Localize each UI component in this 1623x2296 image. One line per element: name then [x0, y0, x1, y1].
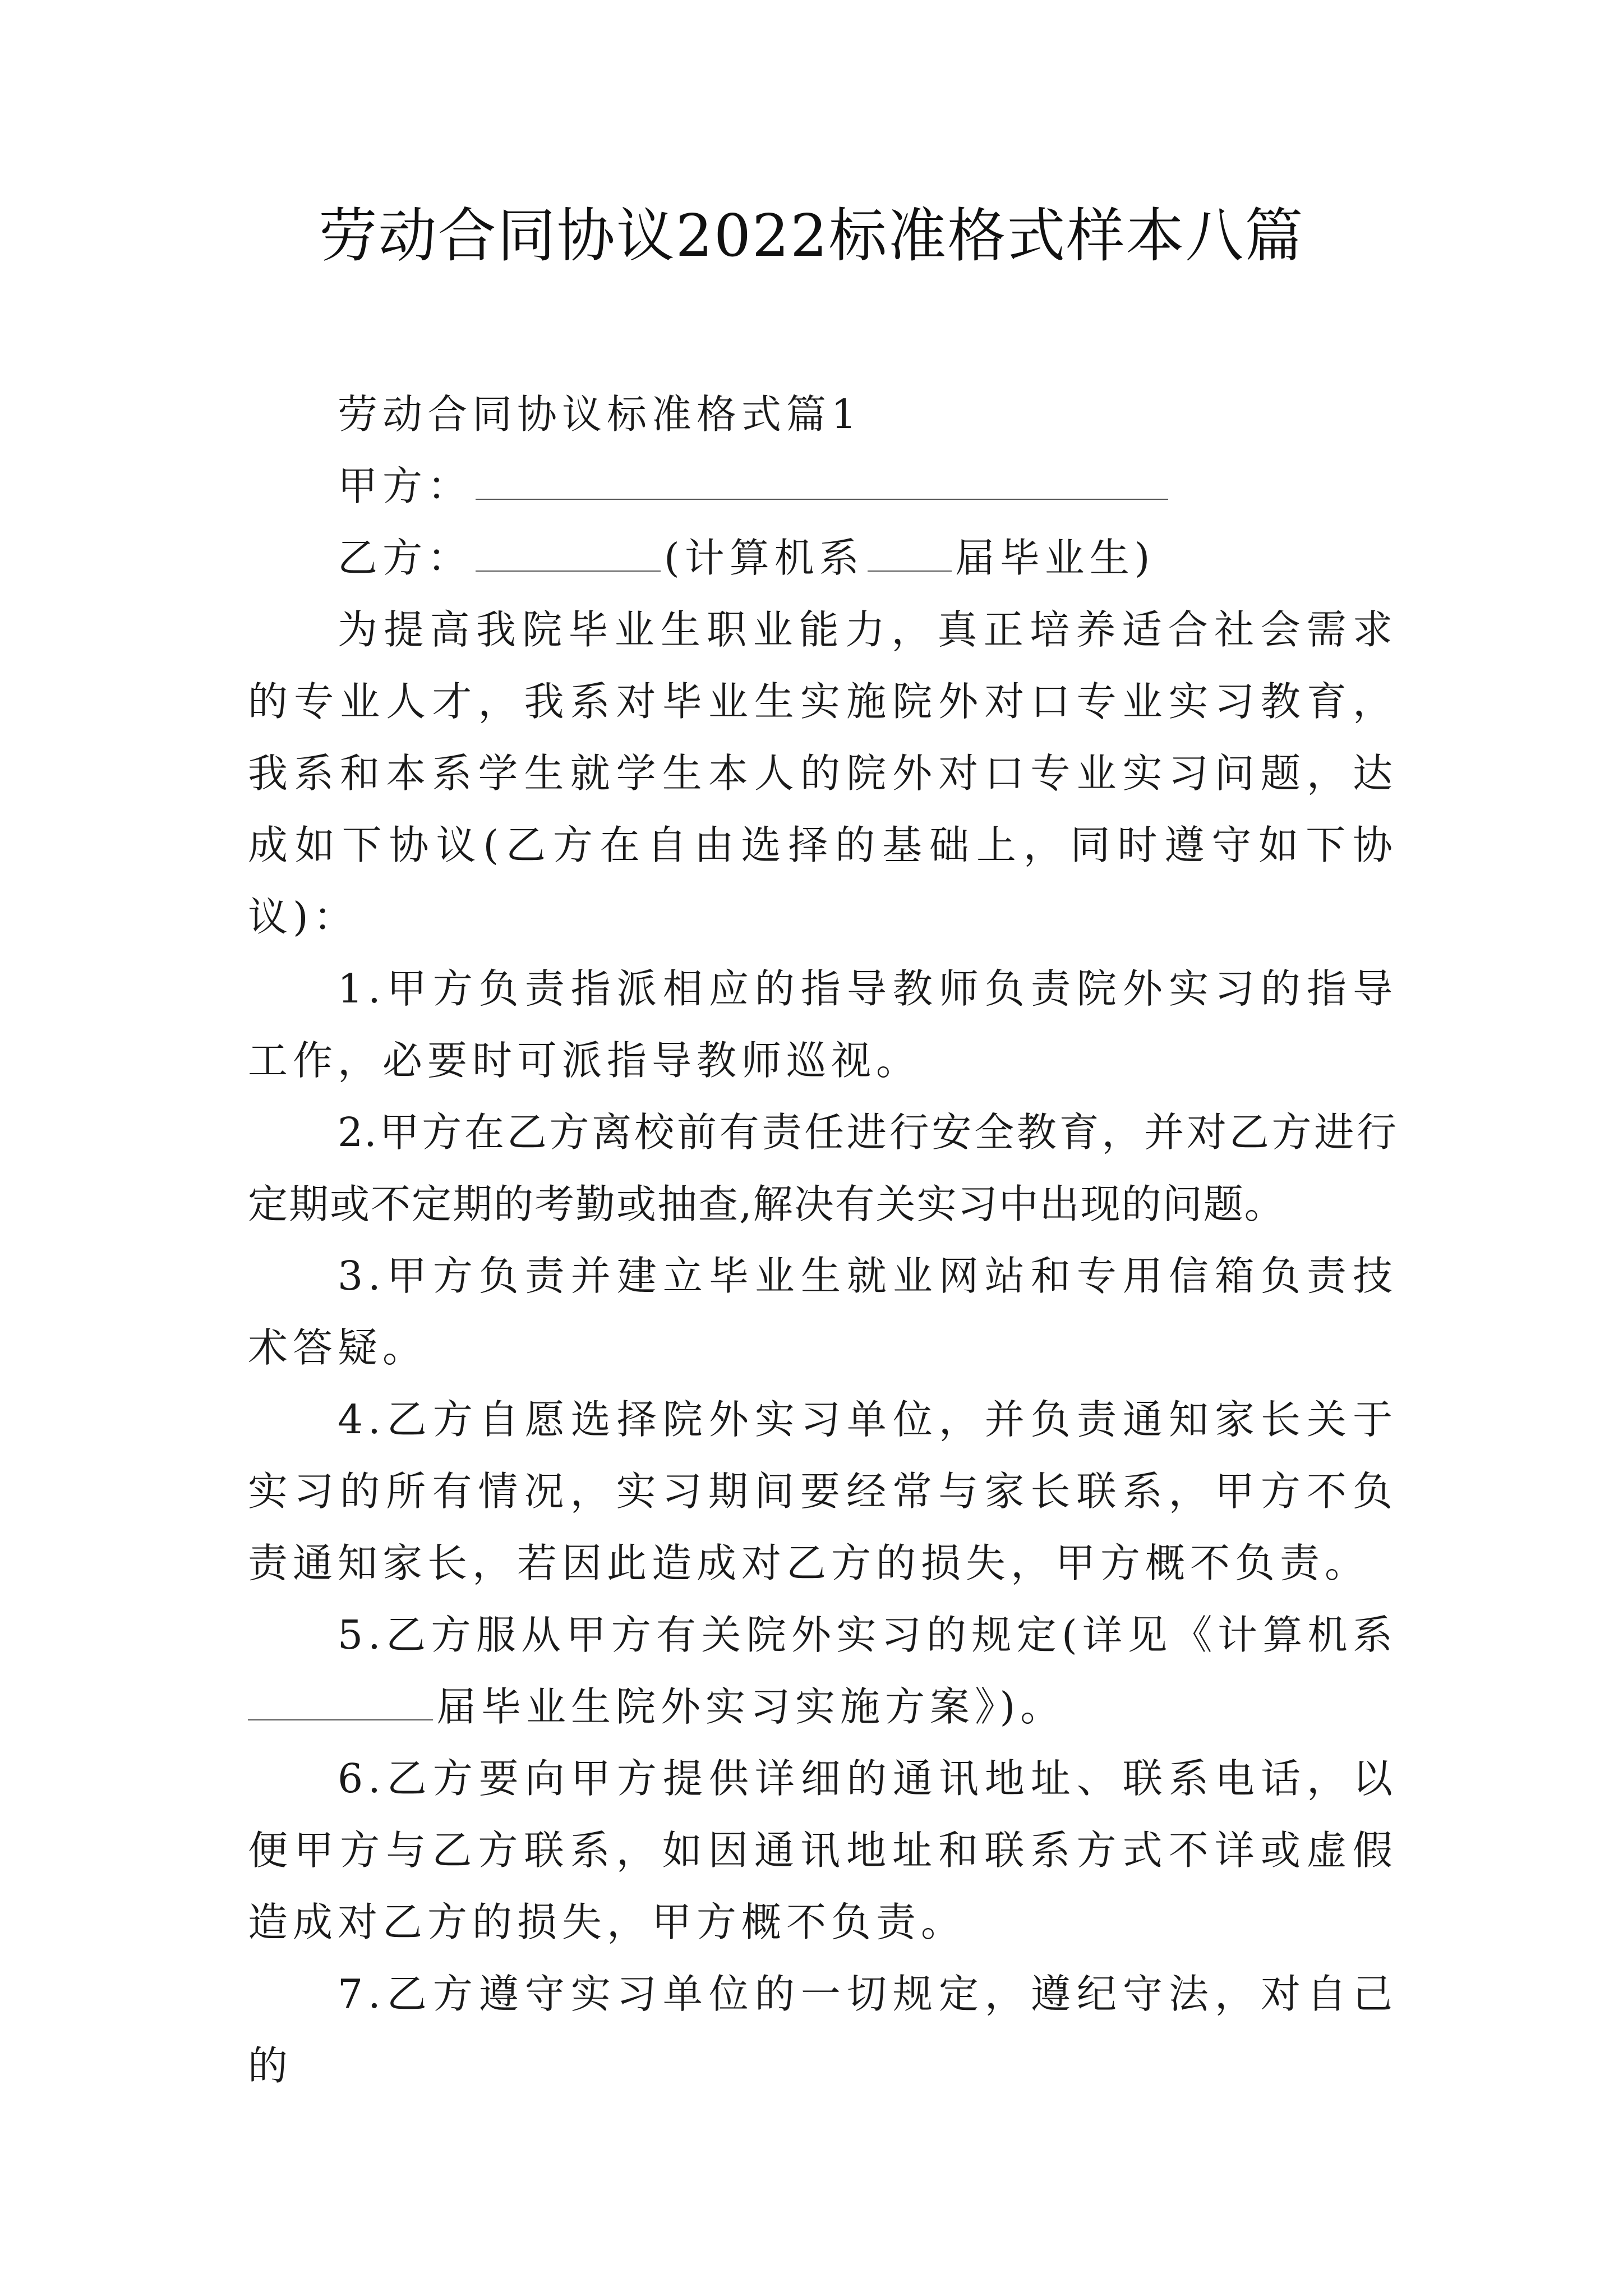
clause-5-text-b: 届毕业生院外实习实施方案》)。: [436, 1683, 1066, 1730]
section-heading-text: 劳动合同协议标准格式篇1: [338, 391, 862, 438]
clause-6: 6.乙方要向甲方提供详细的通讯地址、联系电话，以便甲方与乙方联系，如因通讯地址和联系方式不详或虚假造成对乙方的损失，甲方概不负责。: [248, 1755, 1398, 1945]
party-a-line: [248, 450, 1398, 522]
clause-7: 7.乙方遵守实习单位的一切规定，遵纪守法，对自己的: [248, 1971, 1398, 2089]
clause-1: 1.甲方负责指派相应的指导教师负责院外实习的指导工作，必要时可派指导教师巡视。: [248, 965, 1398, 1084]
clause-5: [248, 1599, 1398, 1743]
clause-5-text-a: 5.乙方服从甲方有关院外实习的规定(详见《计算机系: [338, 1612, 1398, 1658]
section-heading: [248, 379, 1398, 450]
party-b-grad: 届毕业生): [955, 535, 1155, 581]
document-body: [248, 379, 1398, 2102]
clause-3: 3.甲方负责并建立毕业生就业网站和专用信箱负责技术答疑。: [248, 1253, 1398, 1371]
party-a-label: 甲方：: [338, 463, 473, 509]
party-b-year-blank: [868, 531, 952, 572]
party-a-blank: [476, 459, 1168, 500]
party-b-label: 乙方：: [338, 535, 473, 581]
clause-4: 4.乙方自愿选择院外实习单位，并负责通知家长关于实习的所有情况，实习期间要经常与家长联系，甲方不负责通知家长，若因此造成对乙方的损失，甲方概不负责。: [248, 1396, 1398, 1586]
intro-paragraph: 为提高我院毕业生职业能力，真正培养适合社会需求的专业人才，我系对毕业生实施院外对口专业实习教育，我系和本系学生就学生本人的院外对口专业实习问题，达成如下协议(乙方在自由选择的基础上，同时遵守如下协议)：: [248, 606, 1398, 940]
clause-2: 2.甲方在乙方离校前有责任进行安全教育，并对乙方进行定期或不定期的考勤或抽查,解决有关实习中出现的问题。: [248, 1109, 1398, 1227]
document-title: 劳动合同协议2022标准格式样本八篇: [319, 201, 1304, 270]
clause-5-year-blank: [248, 1680, 433, 1720]
party-b-line: [248, 522, 1398, 594]
party-b-dept: (计算机系: [664, 535, 864, 581]
party-b-name-blank: [476, 531, 661, 572]
